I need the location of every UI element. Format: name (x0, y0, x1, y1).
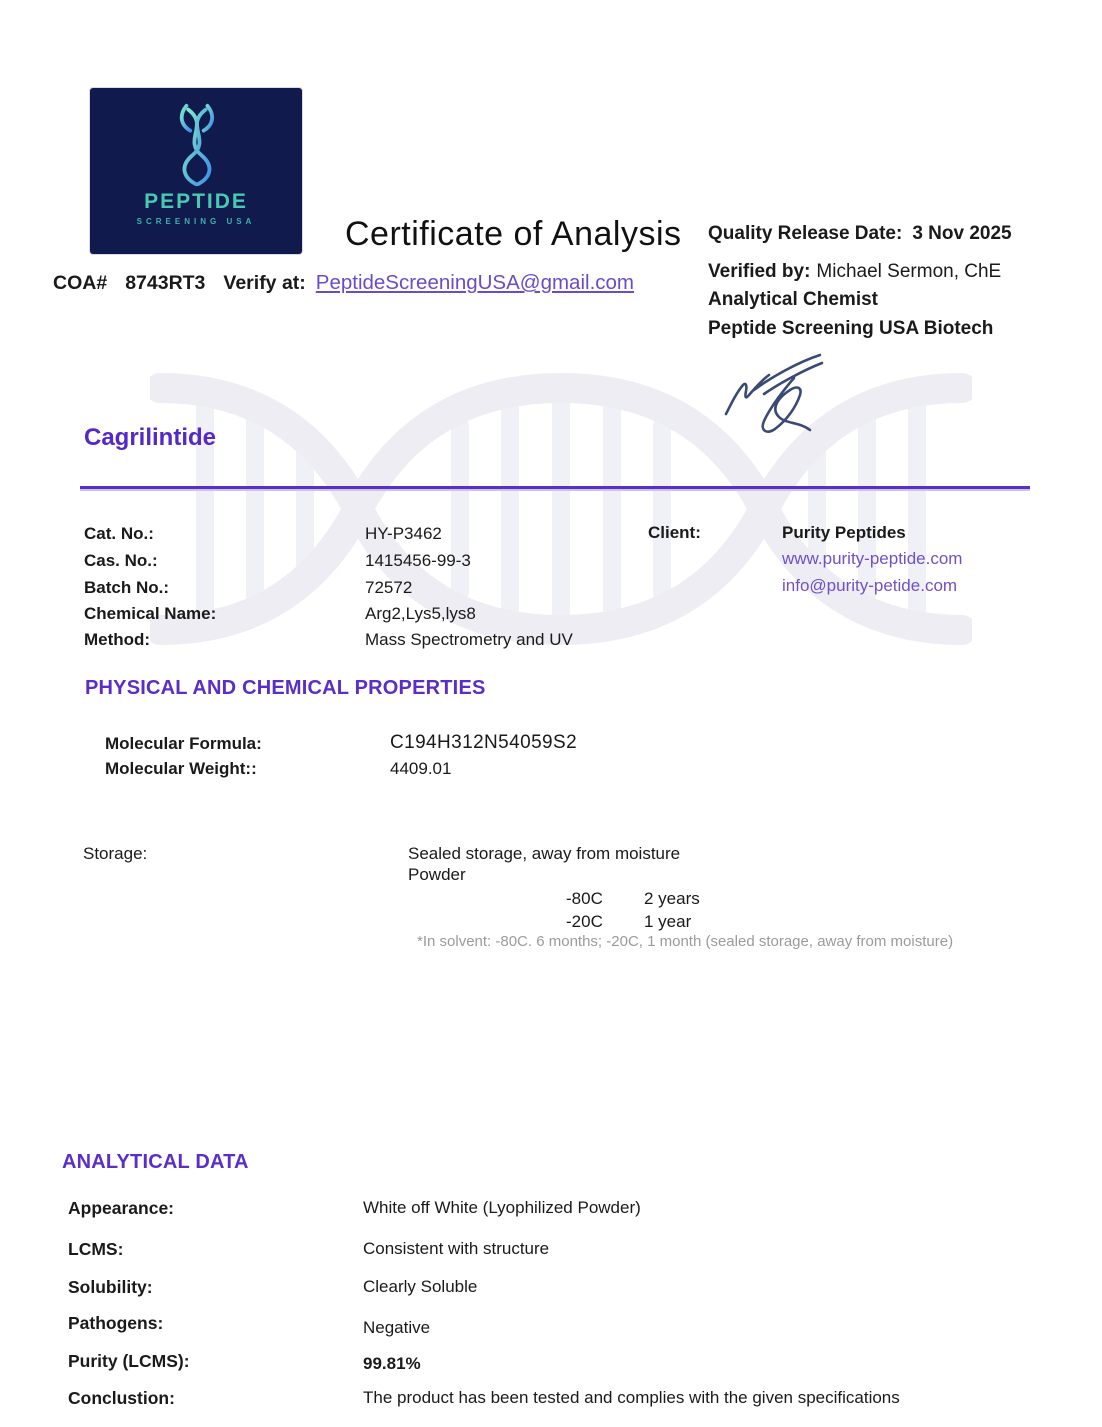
verified-by-name: Michael Sermon, ChE (816, 260, 1002, 282)
info-row-chemical-name (84, 603, 476, 624)
verify-at-label: Verify at: (223, 272, 306, 294)
info-value: 1415456-99-3 (365, 551, 471, 570)
info-value: Arg2,Lys5,lys8 (365, 604, 476, 623)
storage-temp-row (566, 910, 700, 933)
analytical-value: White off White (Lyophilized Powder) (363, 1198, 641, 1217)
molecular-weight-value: 4409.01 (390, 759, 452, 778)
coa-line (53, 271, 634, 295)
storage-duration: 1 year (644, 912, 692, 931)
info-label: Cat. No.: (84, 524, 154, 543)
coa-label: COA# (53, 272, 108, 294)
analytical-data-heading: ANALYTICAL DATA (62, 1151, 249, 1173)
signature (718, 350, 833, 442)
dna-logo-icon (160, 102, 232, 188)
analytical-value: Consistent with structure (363, 1239, 550, 1258)
info-label: Method: (84, 630, 151, 649)
info-row-method (84, 629, 573, 650)
client-email-link[interactable]: info@purity-petide.com (782, 576, 958, 595)
storage-duration: 2 years (644, 889, 700, 908)
client-label: Client: (648, 523, 701, 542)
molecular-formula-value: C194H312N54059S2 (390, 732, 578, 753)
analytical-value: The product has been tested and complies with the given specifications (363, 1388, 900, 1407)
physical-properties-heading: PHYSICAL AND CHEMICAL PROPERTIES (85, 677, 486, 699)
storage-temp: -20C (566, 912, 603, 931)
storage-value (408, 844, 700, 933)
document-title: Certificate of Analysis (345, 215, 682, 253)
info-label: Batch No.: (84, 578, 169, 597)
quality-release-date: 3 Nov 2025 (912, 223, 1012, 244)
analytical-label: Conclustion: (68, 1388, 175, 1408)
info-value: HY-P3462 (365, 524, 442, 543)
logo-brand-text: PEPTIDE (144, 190, 248, 213)
storage-form: Powder (408, 865, 466, 884)
info-label: Cas. No.: (84, 551, 158, 570)
analytical-value: 99.81% (363, 1354, 421, 1373)
analytical-label: Solubility: (68, 1277, 153, 1297)
info-row-cat-no (84, 523, 442, 544)
analytical-row-solubility (68, 1277, 477, 1298)
molecular-formula-label: Molecular Formula: (105, 734, 262, 753)
client-name: Purity Peptides (782, 523, 906, 542)
analytical-label: Appearance: (68, 1198, 175, 1218)
analytical-row-pathogens (68, 1313, 430, 1338)
product-name: Cagrilintide (84, 424, 217, 451)
client-website-link[interactable]: www.purity-peptide.com (782, 549, 963, 568)
verifier-org: Peptide Screening USA Biotech (708, 317, 994, 339)
analytical-row-purity (68, 1351, 421, 1374)
client-row (648, 523, 906, 543)
company-logo (90, 88, 302, 254)
info-row-cas-no (84, 550, 471, 571)
analytical-label: Purity (LCMS): (68, 1351, 190, 1371)
logo-sub-text: SCREENING USA (136, 217, 256, 226)
analytical-label: Pathogens: (68, 1313, 164, 1333)
analytical-value: Clearly Soluble (363, 1277, 478, 1296)
coa-number: 8743RT3 (125, 272, 206, 294)
info-value: 72572 (365, 578, 413, 597)
solvent-footnote: *In solvent: -80C. 6 months; -20C, 1 month (sealed storage, away from moisture) (417, 933, 954, 950)
storage-condition: Sealed storage, away from moisture (408, 844, 681, 863)
info-value: Mass Spectrometry and UV (365, 630, 573, 649)
storage-block (83, 844, 700, 933)
molecular-weight-row (105, 759, 451, 779)
quality-release-label: Quality Release Date: (708, 223, 903, 244)
section-divider (80, 486, 1030, 491)
verified-by-label: Verified by: (708, 260, 811, 282)
storage-temp: -80C (566, 889, 603, 908)
molecular-formula-row (105, 734, 577, 754)
info-row-batch-no (84, 577, 412, 598)
release-block (708, 220, 1012, 343)
verified-by-line (708, 258, 1012, 287)
analytical-row-appearance (68, 1198, 641, 1219)
storage-temp-row (566, 887, 700, 910)
verify-email-link[interactable]: PeptideScreeningUSA@gmail.com (315, 271, 634, 294)
storage-label: Storage: (83, 844, 148, 863)
analytical-row-lcms (68, 1239, 549, 1260)
storage-temp-table (566, 887, 700, 933)
quality-release-line (708, 220, 1012, 249)
molecular-weight-label: Molecular Weight:: (105, 759, 257, 778)
analytical-label: LCMS: (68, 1239, 124, 1259)
analytical-row-conclusion (68, 1388, 900, 1409)
analytical-value: Negative (363, 1318, 431, 1337)
info-label: Chemical Name: (84, 604, 217, 623)
verifier-role: Analytical Chemist (708, 289, 878, 310)
